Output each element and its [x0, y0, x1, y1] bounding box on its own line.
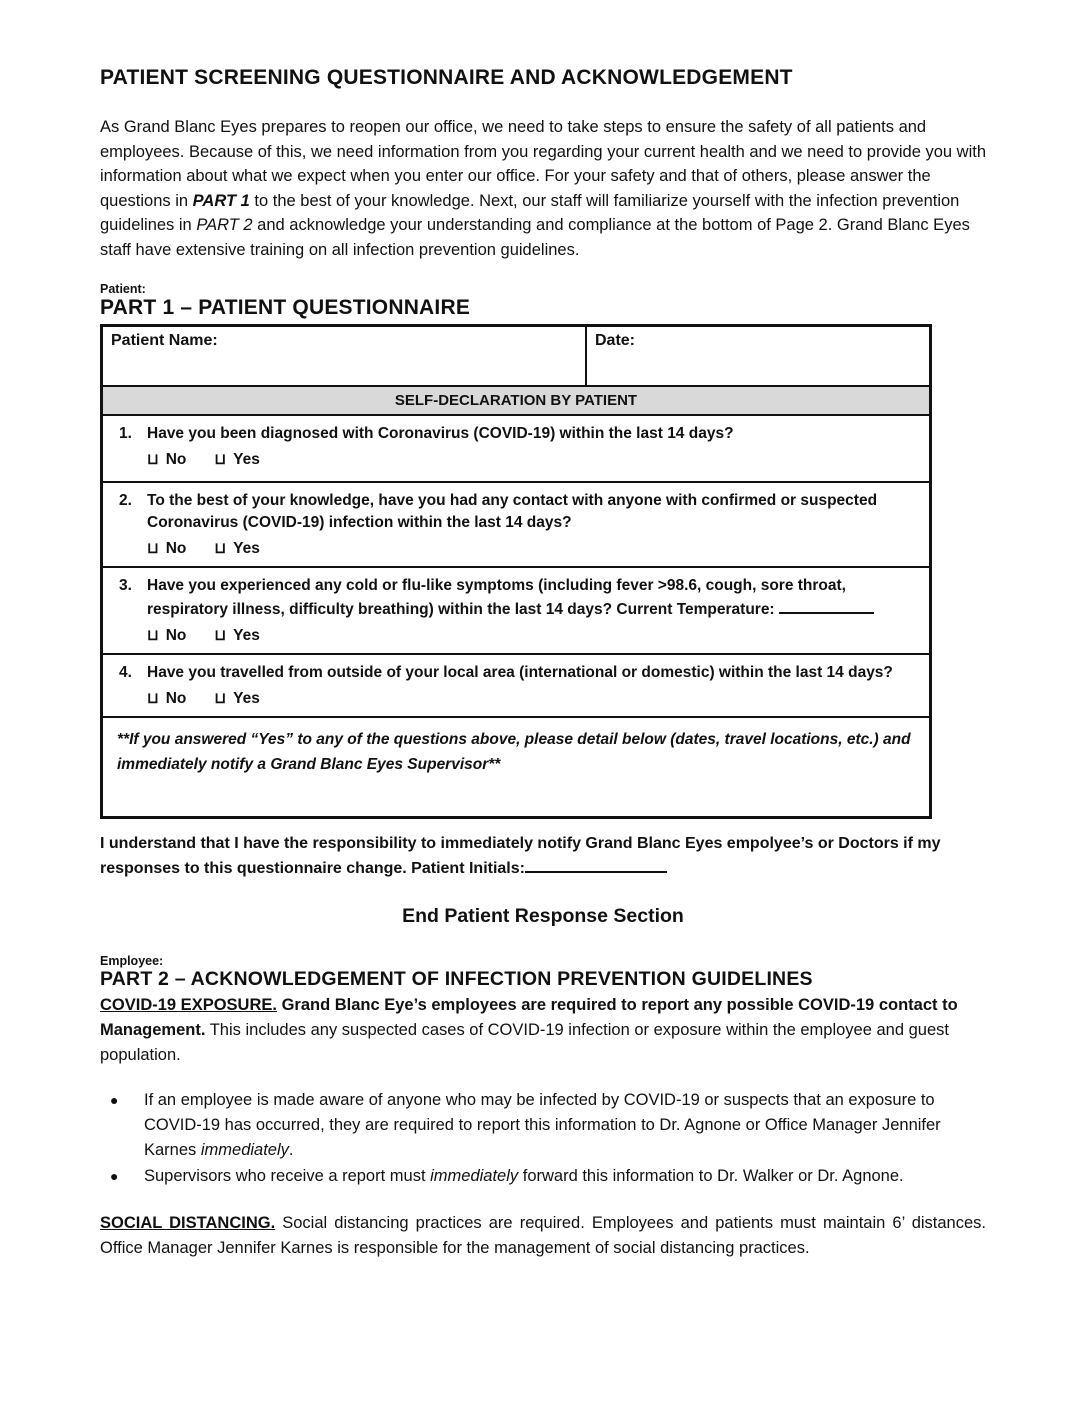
intro-paragraph: As Grand Blanc Eyes prepares to reopen our office, we need to take steps to ensure the safety of all patients and employees. Because of this, we need information from you regarding your current health and we need to provide you with information about what we expect when you enter our office. For your safety and that of others, please answer the questions in PART 1 to the best of your knowledge. Next, our staff will familiarize yourself with the infection prevention guidelines in PART 2 and acknowledge your understanding and compliance at the bottom of Page 2. Grand Blanc Eyes staff have extensive training on all infection prevention guidelines.: [100, 118, 987, 259]
part1-heading: PART 1 – PATIENT QUESTIONNAIRE: [100, 296, 471, 319]
patient-name-field[interactable]: Patient Name:: [103, 327, 587, 385]
checkbox-icon: ⊔: [147, 451, 159, 468]
social-distancing-paragraph: SOCIAL DISTANCING. Social distancing practices are required. Employees and patients must maintain 6’ distances. Office Manager Jennifer Karnes is responsible for the management of social distancing practices.: [100, 1214, 986, 1257]
question-options: [147, 689, 917, 708]
covid-exposure-paragraph: COVID-19 EXPOSURE. Grand Blanc Eye’s employees are required to report any possible COVID-19 contact to Management. This includes any suspected cases of COVID-19 infection or exposure within the employee and guest population.: [100, 996, 958, 1064]
question-text: Have you travelled from outside of your local area (international or domestic) within the last 14 days?: [147, 664, 893, 681]
question-text: To the best of your knowledge, have you had any contact with anyone with confirmed or suspected Coronavirus (COVID-19) infection within the last 14 days?: [147, 492, 878, 531]
question-number: 1.: [119, 425, 132, 442]
question-row-2: [103, 483, 929, 568]
question-number: 2.: [119, 492, 132, 509]
bullet-text: Supervisors who receive a report must immediately forward this information to Dr. Walker or Dr. Agnone.: [144, 1167, 904, 1185]
question-row-1: [103, 416, 929, 483]
checkbox-label: Yes: [233, 690, 260, 707]
employee-section-label: Employee:: [100, 954, 164, 968]
checkbox-label: Yes: [233, 627, 260, 644]
bullet-icon: ●: [110, 1168, 119, 1184]
checkbox-icon: ⊔: [147, 690, 159, 707]
question-text: Have you experienced any cold or flu-like symptoms (including fever >98.6, cough, sore throat, respiratory illness, difficulty breathing) within the last 14 days? Current Temperature:: [147, 575, 917, 621]
checkbox-no[interactable]: [147, 689, 186, 708]
question-row-4: [103, 655, 929, 718]
checkbox-yes[interactable]: [214, 626, 259, 645]
questionnaire-table: [100, 324, 932, 819]
checkbox-label: Yes: [233, 540, 260, 557]
question-row-3: [103, 568, 929, 655]
checkbox-no[interactable]: [147, 626, 186, 645]
document-title: PATIENT SCREENING QUESTIONNAIRE AND ACKNOWLEDGEMENT: [100, 66, 793, 89]
checkbox-label: No: [165, 627, 187, 644]
question-number: 4.: [119, 664, 132, 681]
checkbox-label: Yes: [233, 451, 260, 468]
part2-section: [100, 954, 986, 1261]
self-declaration-header: SELF-DECLARATION BY PATIENT: [103, 387, 929, 416]
checkbox-icon: ⊔: [214, 451, 227, 468]
patient-section-label: Patient:: [100, 282, 146, 296]
checkbox-yes[interactable]: [214, 539, 259, 558]
checkbox-no[interactable]: [147, 539, 186, 558]
bullet-icon: ●: [110, 1092, 119, 1108]
checkbox-no[interactable]: [147, 450, 186, 469]
blank-field[interactable]: [525, 856, 667, 873]
question-options: [147, 626, 917, 645]
checkbox-icon: ⊔: [214, 540, 227, 557]
patient-acknowledgement: I understand that I have the responsibility to immediately notify Grand Blanc Eyes empolyee’s or Doctors if my responses to this questionnaire change. Patient Initials:: [100, 835, 941, 877]
checkbox-yes[interactable]: [214, 450, 259, 469]
blank-field[interactable]: [779, 597, 874, 614]
checkbox-yes[interactable]: [214, 689, 259, 708]
list-item: [100, 1164, 986, 1189]
part2-heading: PART 2 – ACKNOWLEDGEMENT OF INFECTION PREVENTION GUIDELINES: [100, 968, 813, 990]
checkbox-label: No: [165, 690, 187, 707]
question-text: Have you been diagnosed with Coronavirus (COVID-19) within the last 14 days?: [147, 425, 734, 442]
end-patient-response-heading: End Patient Response Section: [402, 905, 684, 927]
date-field[interactable]: Date:: [595, 332, 636, 349]
document-content: [100, 0, 986, 1261]
list-item: [100, 1088, 986, 1163]
name-date-row: [103, 327, 929, 387]
checkbox-icon: ⊔: [214, 690, 227, 707]
checkbox-icon: ⊔: [214, 627, 227, 644]
bullet-text: If an employee is made aware of anyone who may be infected by COVID-19 or suspects that an exposure to COVID-19 has occurred, they are required to report this information to Dr. Agnone or Office Manager Jennifer Karnes immediately.: [144, 1091, 941, 1159]
question-options: [147, 539, 917, 558]
checkbox-label: No: [165, 451, 187, 468]
checkbox-icon: ⊔: [147, 627, 159, 644]
checkbox-icon: ⊔: [147, 540, 159, 557]
question-options: [147, 450, 917, 469]
detail-notes-area[interactable]: **If you answered “Yes” to any of the questions above, please detail below (dates, travel locations, etc.) and immediately notify a Grand Blanc Eyes Supervisor**: [117, 731, 911, 773]
exposure-bullet-list: [100, 1088, 986, 1189]
question-number: 3.: [119, 577, 132, 594]
checkbox-label: No: [165, 540, 187, 557]
